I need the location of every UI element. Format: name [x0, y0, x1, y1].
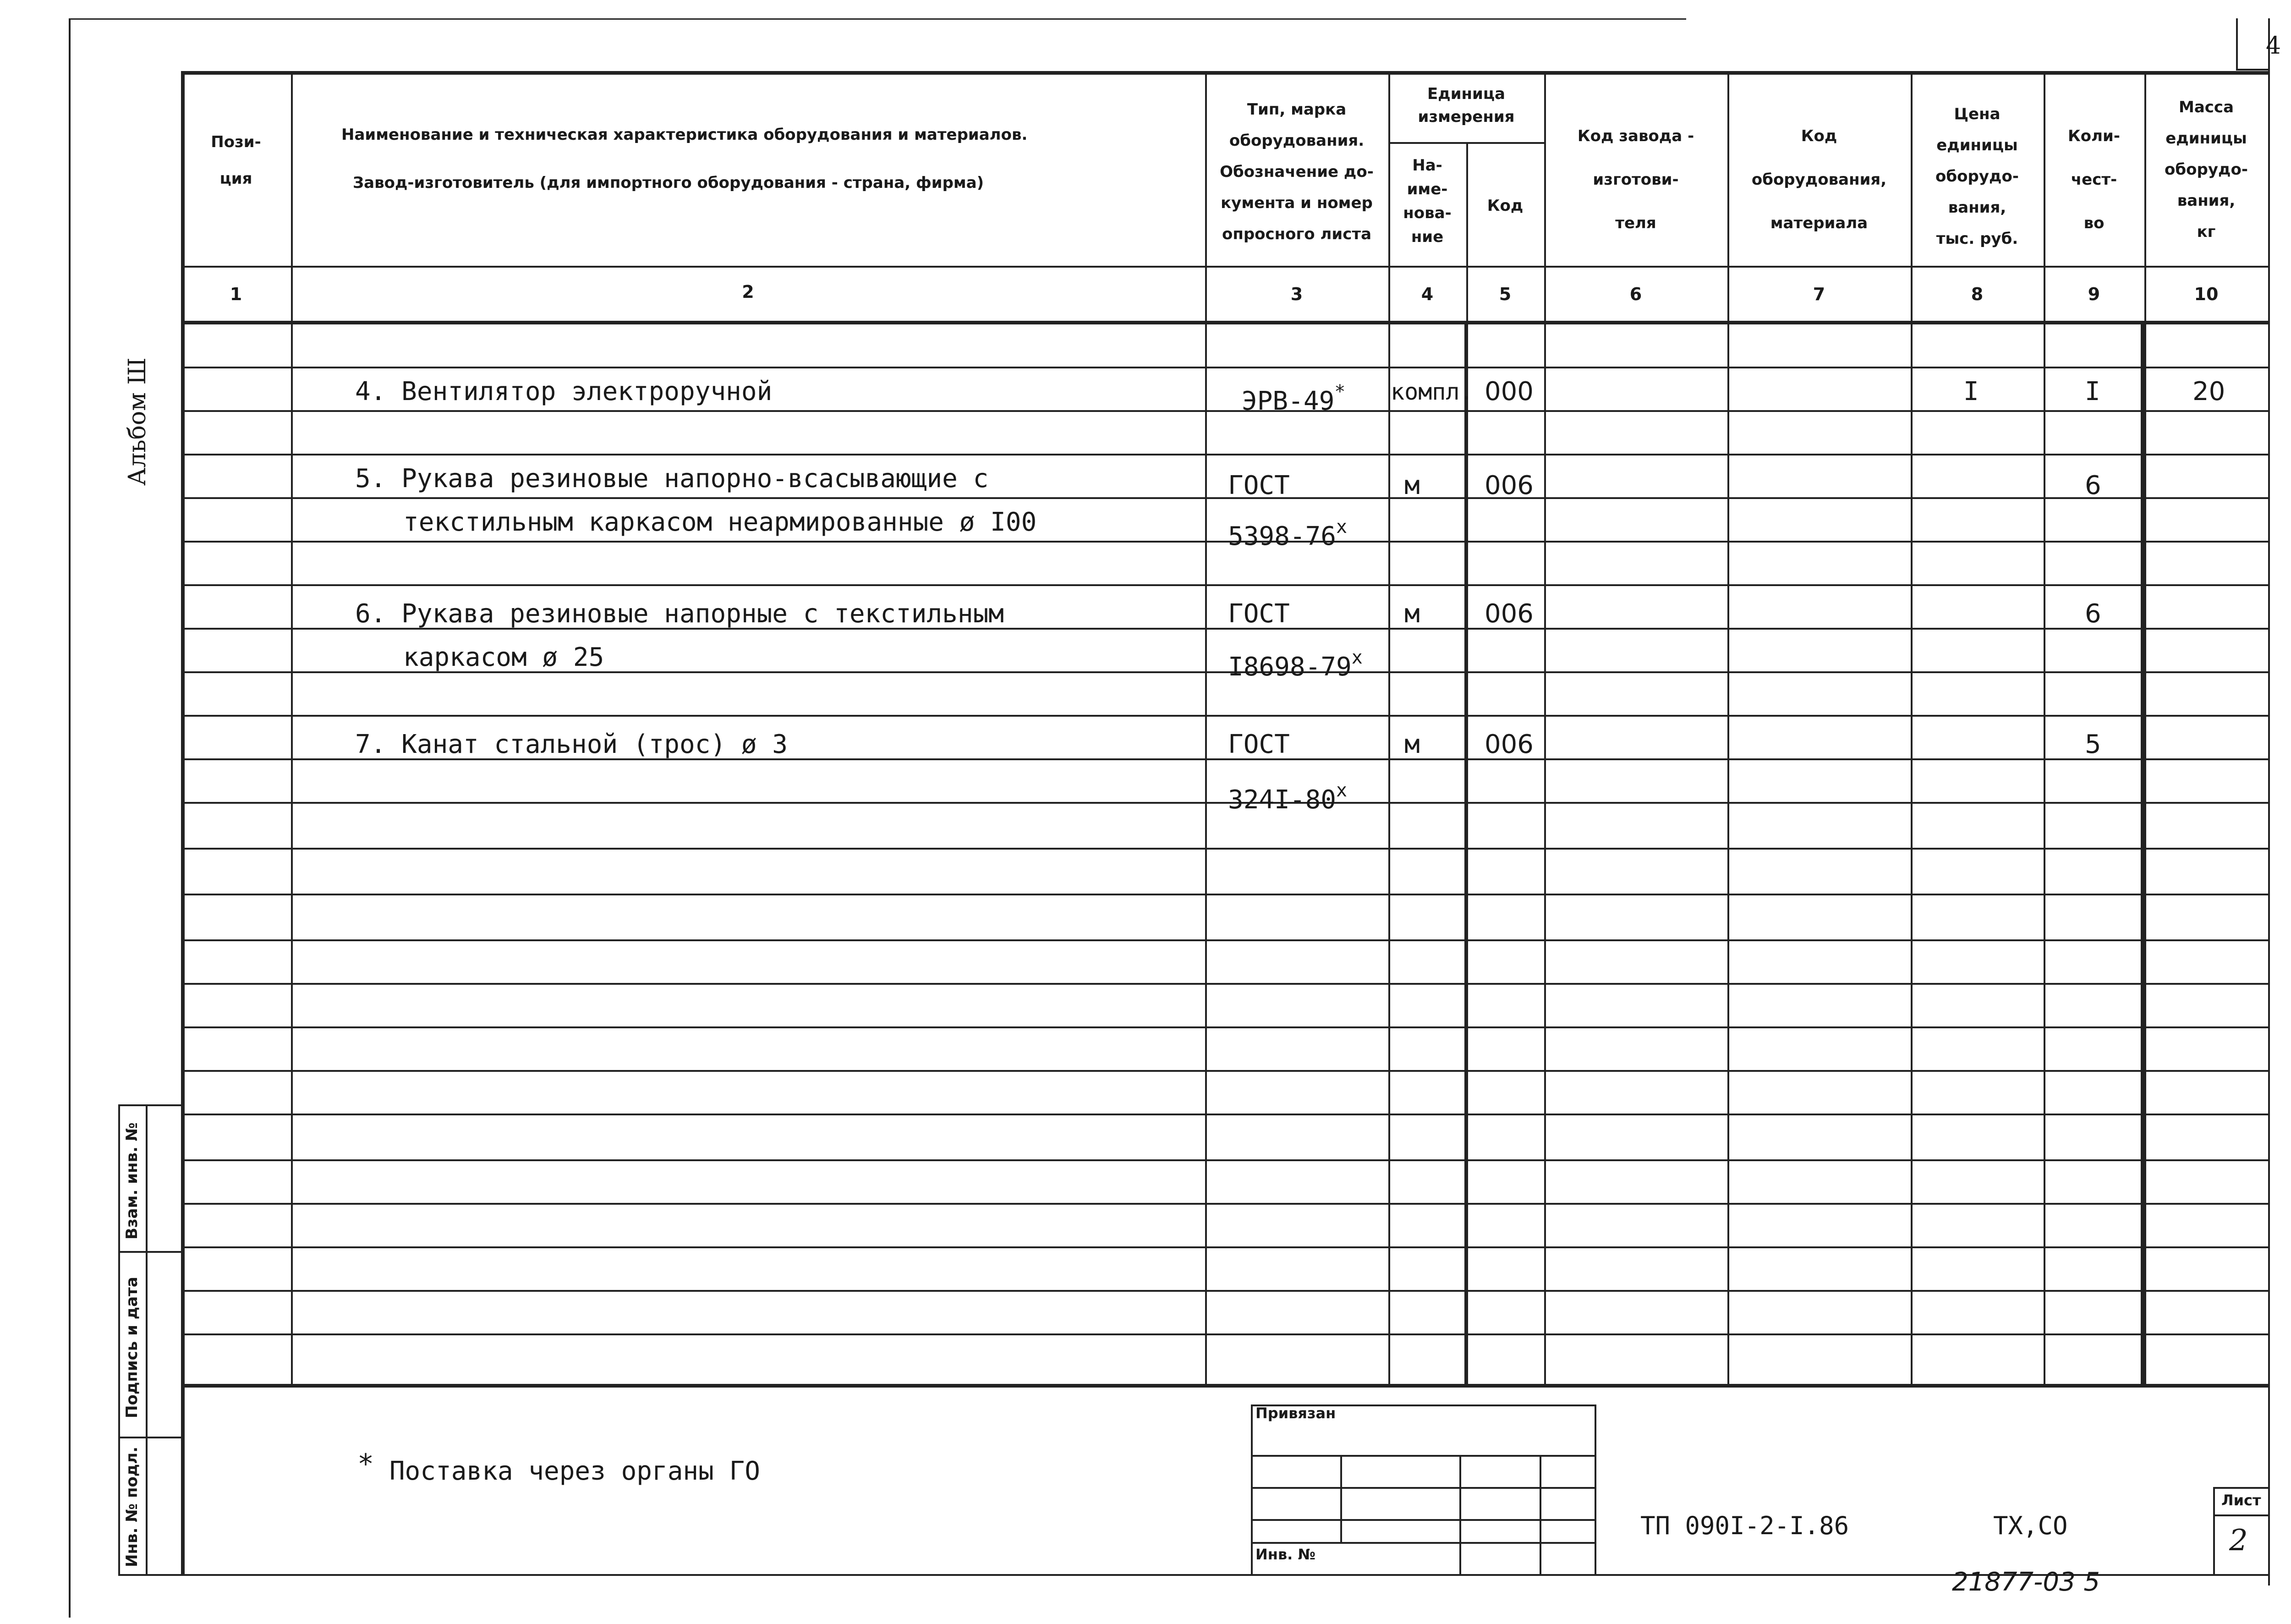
row-unit: м: [1404, 471, 1420, 500]
row-name: каркасом ø 25: [403, 642, 604, 672]
row-type: 5398-76$^x$: [1228, 516, 1348, 551]
row-name: текстильным каркасом неармированные ø I00: [403, 507, 1037, 537]
row-code: 000: [1485, 377, 1534, 406]
side-label-vzam-inv: Взам. инв. №: [123, 1122, 141, 1240]
doc-suffix: ТХ,СО: [1993, 1511, 2068, 1540]
row-mass: 20: [2192, 377, 2225, 406]
table-top: [181, 71, 2268, 75]
title-block-list-split: [2213, 1514, 2268, 1516]
stamp-privyazan: Привязан: [1255, 1405, 1336, 1422]
side-label-inv-podl: Инв. № подл.: [123, 1446, 141, 1567]
row-name: 4. Вентилятор электроручной: [355, 377, 773, 406]
row-qty: I: [2085, 377, 2100, 406]
col-number-3: 3: [1290, 284, 1303, 304]
footnote: * Поставка через органы ГО: [357, 1448, 760, 1486]
header-col5: Код: [1487, 197, 1524, 215]
header-col10: Масса единицы оборудо- вания, кг: [2165, 98, 2248, 241]
col-number-4: 4: [1421, 284, 1434, 304]
stamp-right: [1595, 1405, 1596, 1574]
header-col45-title: Единица измерения: [1418, 85, 1515, 126]
list-number: 2: [2229, 1524, 2248, 1558]
row-type: ГОСТ: [1228, 471, 1290, 500]
side-label-podpis-data: Подпись и дата: [123, 1277, 141, 1418]
row-code: 006: [1485, 599, 1534, 629]
col-line-3: [1388, 71, 1390, 1386]
col-line-1: [291, 71, 293, 1386]
row-qty: 5: [2085, 730, 2101, 759]
row-unit: м: [1404, 599, 1420, 629]
row-unit: м: [1404, 730, 1420, 759]
stamp-inner-1: [1340, 1455, 1342, 1542]
row-type: 324I-80$^x$: [1228, 780, 1348, 815]
row-type: ЭРВ-49*: [1242, 381, 1346, 416]
row-unit: компл.: [1391, 379, 1474, 405]
doc-code: ТП 090I-2-I.86: [1640, 1511, 1849, 1540]
title-block-top: [2213, 1487, 2268, 1489]
side-strip-top: [118, 1104, 181, 1106]
header-col3: Тип, марка оборудования. Обозначение до- кумента и номер опросного листа: [1220, 100, 1374, 243]
col-number-10: 10: [2194, 284, 2219, 304]
row-type: ГОСТ: [1228, 599, 1290, 629]
header-col2-line1: Наименование и техническая характеристика оборудования и материалов.: [341, 126, 1028, 144]
col-number-5: 5: [1499, 284, 1512, 304]
stamp-line-4: [1251, 1542, 1595, 1544]
side-strip-div-1: [118, 1251, 181, 1253]
row-qty: 6: [2085, 599, 2101, 629]
emphasis-box: [1464, 321, 2144, 1384]
frame-top: [69, 18, 1686, 20]
table-bottom: [181, 1384, 2268, 1388]
row-code: 006: [1485, 471, 1534, 500]
frame-corner-v: [2236, 18, 2238, 69]
col-number-7: 7: [1813, 284, 1825, 304]
frame-corner: [2236, 69, 2268, 71]
row-type: I8698-79$^x$: [1228, 647, 1363, 682]
col-number-2: 2: [742, 282, 754, 302]
header-col2-line2: Завод-изготовитель (для импортного оборудования - страна, фирма): [353, 174, 984, 192]
side-strip-left: [118, 1104, 120, 1574]
stamp-inv-no: Инв. №: [1255, 1546, 1315, 1563]
row-name: 5. Рукава резиновые напорно-всасывающие с: [355, 464, 989, 494]
col-number-9: 9: [2088, 284, 2100, 304]
col-number-1: 1: [230, 284, 242, 304]
stamp-inner-3: [1540, 1455, 1541, 1574]
stamp-line-3: [1251, 1519, 1595, 1521]
header-col1: Пози- ция: [211, 133, 261, 188]
col-line-2: [1205, 71, 1207, 1386]
stamp-inner-2: [1459, 1455, 1461, 1574]
album-label: Альбом Ш: [124, 357, 151, 486]
row-price: I: [1963, 377, 1979, 406]
col-number-8: 8: [1971, 284, 1984, 304]
col-line-10: [2268, 71, 2270, 1386]
row-code: 006: [1485, 730, 1534, 759]
frame-left: [69, 18, 71, 1618]
sheet-corner-number: 4: [2266, 32, 2281, 60]
stamp-left: [1251, 1405, 1253, 1574]
header-col6: Код завода - изготови- теля: [1577, 127, 1694, 232]
row-type: ГОСТ: [1228, 730, 1290, 759]
title-block-list: [2213, 1487, 2215, 1574]
col-number-6: 6: [1629, 284, 1642, 304]
side-strip-div-2: [118, 1437, 181, 1438]
header-col4: На- име- нова- ние: [1403, 156, 1452, 246]
header-col7: Код оборудования, материала: [1751, 127, 1887, 232]
header-col9: Коли- чест- во: [2068, 127, 2120, 232]
bottom-number: 21877-03 5: [1952, 1567, 2100, 1597]
header-bottom: [181, 266, 2268, 268]
unit-split: [1388, 142, 1544, 144]
list-label: Лист: [2221, 1492, 2261, 1509]
row-qty: 6: [2085, 471, 2101, 500]
col-line-9: [2144, 71, 2146, 1386]
stamp-line-1: [1251, 1455, 1595, 1457]
header-col8: Цена единицы оборудо- вания, тыс. руб.: [1935, 105, 2019, 248]
side-strip-bottom: [118, 1574, 181, 1576]
row-name: 6. Рукава резиновые напорные с текстильным: [355, 599, 1004, 629]
row-name: 7. Канат стальной (трос) ø 3: [355, 730, 788, 759]
stamp-line-2: [1251, 1487, 1595, 1489]
side-strip-mid: [146, 1104, 148, 1574]
